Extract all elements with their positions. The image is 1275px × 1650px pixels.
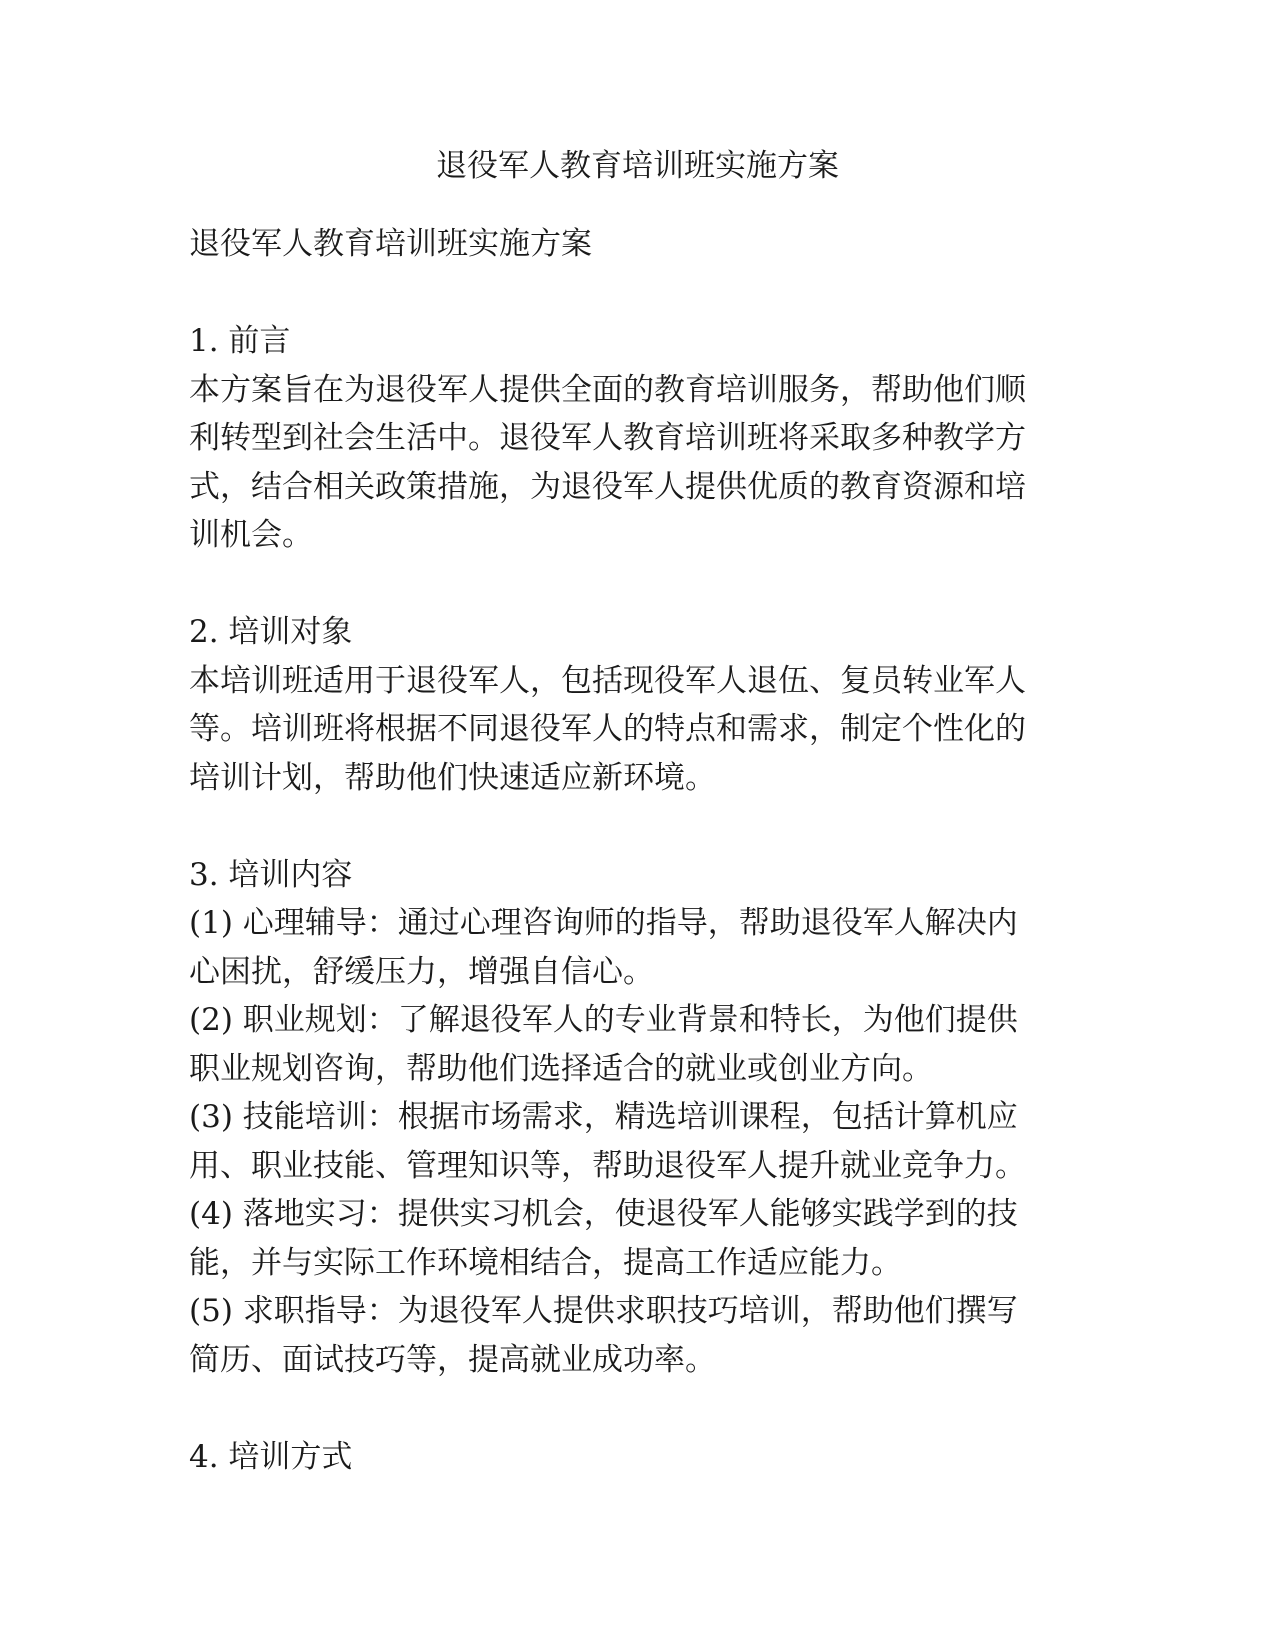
- section-heading: 2. 培训对象: [189, 614, 353, 650]
- list-item-line: 职业规划咨询，帮助他们选择适合的就业或创业方向。: [189, 1050, 933, 1087]
- list-item-line: 心困扰，舒缓压力，增强自信心。: [189, 953, 654, 990]
- blank-line: [189, 1384, 1089, 1433]
- document-body: [189, 220, 1089, 1481]
- document-subtitle: 退役军人教育培训班实施方案: [189, 226, 592, 262]
- document-title: 退役军人教育培训班实施方案: [436, 148, 839, 184]
- paragraph-line: 培训计划，帮助他们快速适应新环境。: [189, 759, 716, 796]
- section-heading: 4. 培训方式: [189, 1438, 353, 1475]
- paragraph-line: 式，结合相关政策措施，为退役军人提供优质的教育资源和培: [189, 468, 1026, 505]
- list-item-line: 用、职业技能、管理知识等，帮助退役军人提升就业竞争力。: [189, 1147, 1026, 1184]
- section-heading: 1. 前言: [189, 323, 291, 359]
- list-item-line: (5) 求职指导：为退役军人提供求职技巧培训，帮助他们撰写: [189, 1293, 1018, 1329]
- blank-line: [189, 560, 1089, 609]
- paragraph-line: 本培训班适用于退役军人，包括现役军人退伍、复员转业军人: [189, 662, 1026, 699]
- list-item-line: 能，并与实际工作环境相结合，提高工作适应能力。: [189, 1244, 902, 1281]
- blank-line: [189, 269, 1089, 318]
- paragraph-line: 利转型到社会生活中。退役军人教育培训班将采取多种教学方: [189, 420, 1026, 456]
- list-item-line: (2) 职业规划：了解退役军人的专业背景和特长，为他们提供: [189, 1002, 1018, 1038]
- blank-line: [189, 802, 1089, 851]
- paragraph-line: 等。培训班将根据不同退役军人的特点和需求，制定个性化的: [189, 711, 1026, 747]
- section-heading: 3. 培训内容: [189, 856, 353, 893]
- paragraph-line: 本方案旨在为退役军人提供全面的教育培训服务，帮助他们顺: [189, 371, 1026, 408]
- list-item-line: (1) 心理辅导：通过心理咨询师的指导，帮助退役军人解决内: [189, 905, 1018, 941]
- paragraph-line: 训机会。: [189, 517, 313, 553]
- list-item-line: (4) 落地实习：提供实习机会，使退役军人能够实践学到的技: [189, 1196, 1018, 1232]
- list-item-line: 简历、面试技巧等，提高就业成功率。: [189, 1341, 716, 1378]
- list-item-line: (3) 技能培训：根据市场需求，精选培训课程，包括计算机应: [189, 1099, 1018, 1135]
